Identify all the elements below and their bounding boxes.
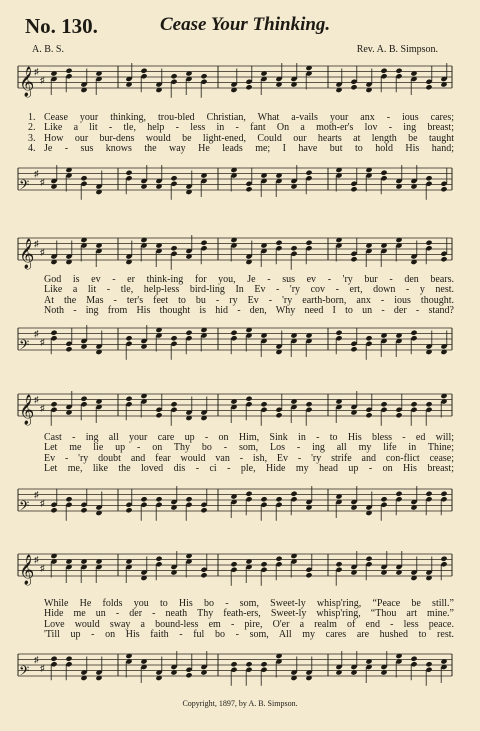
hymn-number: No. 130. (25, 14, 98, 38)
note-head (245, 396, 252, 402)
note-head (140, 496, 147, 502)
note-head (170, 175, 177, 181)
note-head (260, 401, 267, 407)
lyricist-credit: A. B. S. (32, 44, 64, 55)
verse-line: 2. Like a lit - tle, help - less in - fant On a moth-er's lov - ing breast; (28, 122, 454, 134)
treble-clef-icon: 𝄞 (19, 395, 35, 425)
note-head (230, 330, 237, 336)
bass-clef-icon: 𝄢 (19, 498, 30, 517)
verse-line: 1. Cease your thinking, trou-bled Christian, What a-vails your anx - ious cares; (28, 112, 454, 123)
treble-staff-system-3 (0, 388, 480, 432)
note-head (230, 661, 237, 667)
note-head (380, 496, 387, 502)
sharp-icon: ♯ (34, 654, 39, 665)
note-head (335, 330, 342, 336)
sharp-icon: ♯ (40, 74, 45, 85)
note-head (155, 496, 162, 502)
verse-line: 'Till up - on His faith - ful bo - som, All my cares are hushed to rest. (44, 629, 454, 641)
bass-staff-system-1 (0, 162, 480, 206)
verse-line: 4. Je - sus knows the way He leads me; I have but to hold His hand; (28, 143, 454, 155)
sharp-icon: ♯ (34, 66, 39, 77)
note-head (170, 401, 177, 407)
sharp-icon: ♯ (40, 336, 45, 347)
verse-line: While He folds you to His bo - som, Sweet-ly whisp'ring, “Peace be still.” (44, 598, 454, 609)
note-head (65, 656, 72, 662)
sharp-icon: ♯ (40, 402, 45, 413)
note-head (380, 68, 387, 74)
treble-clef-icon: 𝄞 (19, 239, 35, 269)
note-head (425, 175, 432, 181)
note-head (200, 240, 207, 246)
bass-clef-icon: 𝄢 (19, 663, 30, 682)
sharp-icon: ♯ (40, 662, 45, 673)
sharp-icon: ♯ (40, 497, 45, 508)
note-head (335, 561, 342, 567)
sharp-icon: ♯ (34, 238, 39, 249)
note-head (155, 556, 162, 562)
sharp-icon: ♯ (40, 246, 45, 257)
sharp-icon: ♯ (40, 562, 45, 573)
note-head (425, 240, 432, 246)
copyright-notice: Copyright, 1897, by A. B. Simpson. (182, 699, 298, 708)
treble-staff-system-1 (0, 60, 480, 104)
sharp-icon: ♯ (34, 554, 39, 565)
note-head (260, 496, 267, 502)
note-head (200, 73, 207, 79)
sharp-icon: ♯ (40, 176, 45, 187)
note-head (65, 68, 72, 74)
verse-line: Hide me un - der - neath Thy feath-ers, Sweet-ly whisp'ring, “Thou art mine.” (44, 608, 454, 620)
note-head (425, 491, 432, 497)
note-head (140, 68, 147, 74)
note-head (275, 496, 282, 502)
note-head (230, 561, 237, 567)
note-head (260, 661, 267, 667)
note-head (65, 496, 72, 502)
note-head (125, 170, 132, 176)
lyrics-system-2 (28, 275, 454, 317)
note-head (80, 396, 87, 402)
note-head (275, 240, 282, 246)
lyrics-system-1 (28, 113, 454, 155)
note-head (245, 491, 252, 497)
note-head (185, 330, 192, 336)
note-head (440, 491, 447, 497)
verse-line: Cast - ing all your care up - on Him, Sink in - to His bless - ed will; (44, 432, 454, 443)
note-head (395, 68, 402, 74)
verse-line: Let me, like the loved dis - ci - ple, Hide my head up - on His breast; (44, 463, 454, 475)
verse-line: 3. How our bur-dens would be light-ened, Could our hearts at length be taught (28, 132, 454, 144)
verse-line: Love would sway a bound-less em - pire, O'er a realm of end - less peace. (44, 618, 454, 630)
verse-line: Noth - ing from His thought is hid - den, Why need I to un - der - stand? (44, 305, 454, 317)
note-head (380, 170, 387, 176)
verse-line: Let me lie up - on Thy bo - som, Los - ing all my life in Thine; (44, 442, 454, 454)
note-head (80, 175, 87, 181)
verse-line: Ev - 'ry doubt and fear would van - ish, Ev - 'ry strife and con-flict cease; (44, 452, 454, 464)
verse-line: At the Mas - ter's feet to bu - ry Ev - 'ry earth-born, anx - ious thought. (44, 294, 454, 306)
lyrics-system-3 (28, 433, 454, 475)
note-head (365, 335, 372, 341)
bass-clef-icon: 𝄢 (19, 337, 30, 356)
note-head (305, 170, 312, 176)
note-head (170, 73, 177, 79)
note-head (380, 401, 387, 407)
sharp-icon: ♯ (34, 328, 39, 339)
sharp-icon: ♯ (34, 394, 39, 405)
note-head (410, 401, 417, 407)
lyrics-system-4 (28, 599, 454, 641)
bass-staff-system-2 (0, 322, 480, 366)
note-head (125, 335, 132, 341)
note-head (305, 240, 312, 246)
treble-clef-icon: 𝄞 (19, 67, 35, 97)
sharp-icon: ♯ (34, 489, 39, 500)
note-head (170, 335, 177, 341)
note-head (425, 401, 432, 407)
note-head (185, 496, 192, 502)
treble-staff-system-2 (0, 232, 480, 276)
treble-clef-icon: 𝄞 (19, 555, 35, 585)
note-head (410, 330, 417, 336)
note-head (50, 401, 57, 407)
note-head (290, 491, 297, 497)
verse-line: God is ev - er think-ing for you, Je - sus ev - 'ry bur - den bears. (44, 274, 454, 285)
note-head (365, 556, 372, 562)
note-head (50, 330, 57, 336)
hymn-header (0, 14, 480, 40)
note-head (440, 556, 447, 562)
note-head (305, 401, 312, 407)
treble-staff-system-4 (0, 548, 480, 592)
note-head (290, 245, 297, 251)
note-head (260, 561, 267, 567)
note-head (410, 656, 417, 662)
note-head (170, 245, 177, 251)
bass-clef-icon: 𝄢 (19, 177, 30, 196)
note-head (245, 661, 252, 667)
bass-staff-system-4 (0, 648, 480, 692)
sharp-icon: ♯ (34, 168, 39, 179)
note-head (50, 656, 57, 662)
bass-staff-system-3 (0, 483, 480, 527)
note-head (275, 556, 282, 562)
hymn-title: Cease Your Thinking. (160, 14, 331, 35)
note-head (125, 396, 132, 402)
note-head (395, 491, 402, 497)
note-head (425, 661, 432, 667)
verse-line: Like a lit - tle, help-less bird-ling In Ev - 'ry cov - ert, down - y nest. (44, 284, 454, 296)
composer-credit: Rev. A. B. Simpson. (356, 44, 438, 55)
